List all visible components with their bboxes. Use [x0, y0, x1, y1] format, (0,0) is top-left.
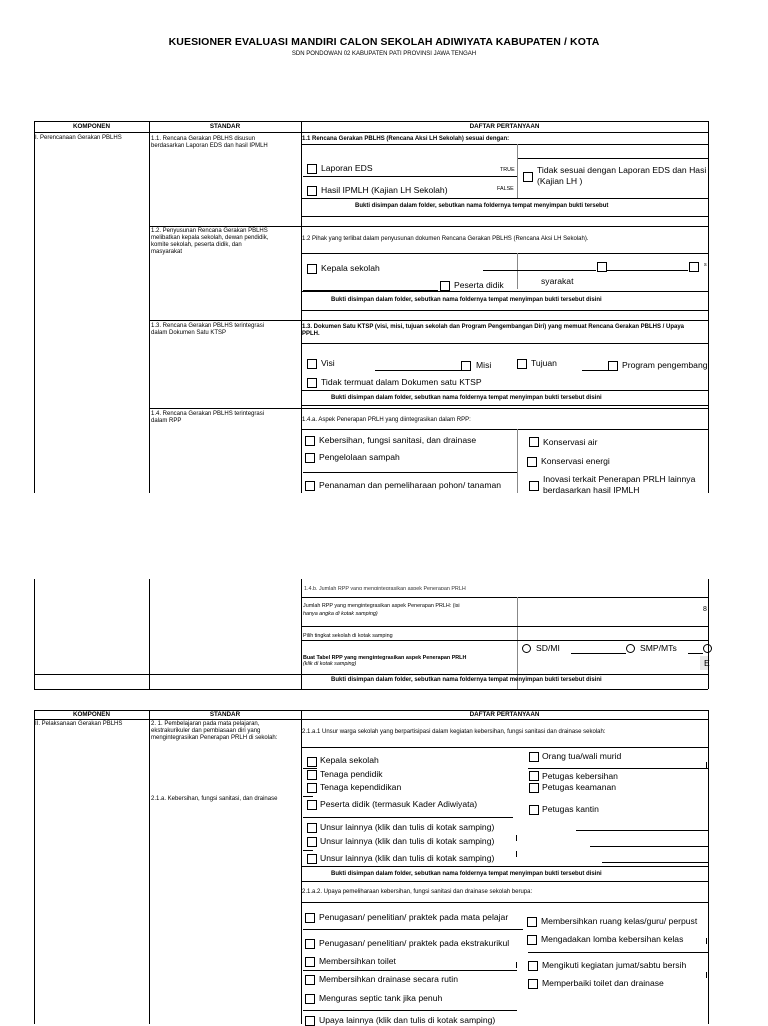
option-unsur-lainnya-2: Unsur lainnya (klik dan tulis di kotak samping) [320, 836, 495, 846]
checkbox-petugas-kantin[interactable] [529, 805, 539, 815]
question-1-2: 1.2 Pihak yang terlibat dalam penyusunan dokumen Rencana Gerakan PBLHS (Rencana Aksi LH Sekolah). [302, 236, 589, 242]
option-menguras-septic: Menguras septic tank jika penuh [319, 993, 443, 1003]
header-standar-2: STANDAR [209, 711, 241, 718]
checkbox-memperbaiki-toilet[interactable] [528, 979, 538, 989]
radio-smp-mts[interactable] [626, 644, 635, 653]
option-penugasan-ekskul: Penugasan/ penelitian/ praktek pada ekstrakurikul [319, 938, 510, 948]
option-penanaman: Penanaman dan pemeliharaan pohon/ tanaman [319, 480, 502, 490]
standar-1-1: 1.1. Rencana Gerakan PBLHS disusun berdasarkan Laporan EDS dan hasil IPMLH [151, 136, 268, 149]
option-konservasi-energi: Konservasi energi [541, 456, 610, 466]
checkbox-tujuan[interactable] [517, 359, 527, 369]
page-title: KUESIONER EVALUASI MANDIRI CALON SEKOLAH ADIWIYATA KABUPATEN / KOTA [168, 36, 600, 48]
checkbox-tenaga-pendidik[interactable] [307, 770, 317, 780]
radio-sd-mi[interactable] [522, 644, 531, 653]
checkbox-unsur-lainnya-1[interactable] [307, 823, 317, 833]
option-program-pengembangan: Program pengembang [622, 360, 708, 370]
option-membersihkan-toilet: Membersihkan toilet [319, 956, 396, 966]
option-tidak-termuat: Tidak termuat dalam Dokumen satu KTSP [321, 377, 482, 387]
question-2-1-a-1: 2.1.a.1 Unsur warga sekolah yang berpartisipasi dalam kegiatan kebersihan, fungsi sanitasi dan drainase sekolah: [302, 729, 606, 735]
checkbox-program-pengembangan[interactable] [608, 361, 618, 371]
standar-2-1: 2. 1. Pembelajaran pada mata pelajaran, ekstrakurikuler dan pembiasaan diri yang mengintegrasikan Penerapan PRLH di sekolah: [151, 721, 278, 741]
checkbox-penugasan-ekskul[interactable] [305, 939, 315, 949]
checkbox-orang-tua[interactable] [529, 752, 539, 762]
option-tenaga-pendidik: Tenaga pendidik [320, 769, 383, 779]
checkbox-tidak-termuat[interactable] [307, 378, 317, 388]
option-peserta-didik-2: Peserta didik (termasuk Kader Adiwiyata) [320, 799, 478, 809]
option-tidak-sesuai-2: (Kajian LH ) [537, 176, 583, 186]
option-inovasi-2: berdasarkan hasil IPMLH [543, 485, 640, 495]
option-smp-mts: SMP/MTs [640, 643, 677, 653]
option-penugasan-mapel: Penugasan/ penelitian/ praktek pada mata pelajar [319, 912, 509, 922]
option-membersihkan-ruang: Membersihkan ruang kelas/guru/ perpust [541, 916, 698, 926]
bukti-2-1-a-1: Bukti disimpan dalam folder, sebutkan nama foldernya tempat menyimpan bukti tersebut disini [331, 871, 602, 877]
option-memperbaiki-toilet: Memperbaiki toilet dan drainase [542, 978, 664, 988]
checkbox-upaya-lainnya[interactable] [305, 1016, 315, 1026]
option-membersihkan-drainase: Membersihkan drainase secara rutin [319, 974, 458, 984]
option-pengelolaan-sampah: Pengelolaan sampah [319, 452, 400, 462]
checkbox-visi[interactable] [307, 359, 317, 369]
checkbox-inovasi[interactable] [529, 481, 539, 491]
buat-tabel-label: Buat Tabel RPP yang mengintegrasikan aspek Penerapan PRLH [303, 655, 467, 661]
standar-1-2: 1.2. Penyusunan Rencana Gerakan PBLHS melibatkan kepala sekolah, dewan pendidik, komite sekolah, peserta didik, dan masyarakat [151, 228, 269, 255]
checkbox-konservasi-air[interactable] [529, 437, 539, 447]
option-petugas-kebersihan: Petugas kebersihan [542, 771, 618, 781]
option-laporan-eds: Laporan EDS [321, 163, 373, 173]
jumlah-rpp-label: Jumlah RPP yang mengintegrasikan aspek Penerapan PRLH: (isi [303, 603, 460, 609]
option-kebersihan: Kebersihan, fungsi sanitasi, dan drainase [319, 435, 477, 445]
header-komponen-2: KOMPONEN [72, 711, 111, 718]
option-kepala-sekolah: Kepala sekolah [321, 263, 380, 273]
komponen-label: I. Perencanaan Gerakan PBLHS [35, 135, 122, 141]
bukti-1-3: Bukti disimpan dalam folder, sebutkan nama foldernya tempat menyimpan bukti tersebut disini [331, 395, 602, 401]
fragment-s: s [704, 262, 707, 268]
option-kepala-sekolah-2: Kepala sekolah [320, 755, 379, 765]
checkbox-pengelolaan-sampah[interactable] [305, 453, 315, 463]
checkbox-lomba-kebersihan[interactable] [527, 935, 537, 945]
question-1-3: 1.3. Dokumen Satu KTSP (visi, misi, tujuan sekolah dan Program Pengembangan Diri) yang memuat Rencana Gerakan PBLHS / Upaya PPLH. [302, 324, 684, 337]
tingkat-sekolah-label: Pilih tingkat sekolah di kotak samping [303, 633, 393, 639]
page-subtitle: SDN PONDOWAN 02 KABUPATEN PATI PROVINSI JAWA TENGAH [291, 51, 477, 57]
header-komponen: KOMPONEN [72, 123, 111, 130]
option-masyarakat: syarakat [541, 276, 574, 286]
option-orang-tua: Orang tua/wali murid [542, 751, 622, 761]
checkbox-tidak-sesuai[interactable] [523, 172, 533, 182]
option-visi: Visi [321, 358, 335, 368]
option-tenaga-kependidikan: Tenaga kependidikan [320, 782, 402, 792]
header-daftar-pertanyaan: DAFTAR PERTANYAAN [469, 123, 540, 130]
option-upaya-lainnya: Upaya lainnya (klik dan tulis di kotak samping) [319, 1015, 496, 1025]
checkbox-kepala-sekolah[interactable] [307, 264, 317, 274]
checkbox-misi[interactable] [461, 361, 471, 371]
checkbox-kepala-sekolah-2[interactable] [307, 757, 317, 767]
option-petugas-keamanan: Petugas keamanan [542, 782, 617, 792]
bukti-1-2: Bukti disimpan dalam folder, sebutkan nama foldernya tempat menyimpan bukti tersebut disini [331, 297, 602, 303]
question-1-4a: 1.4.a. Aspek Penerapan PRLH yang diintegrasikan dalam RPP: [302, 417, 471, 423]
option-hasil-ipmlh: Hasil IPMLH (Kajian LH Sekolah) [321, 185, 448, 195]
header-daftar-pertanyaan-2: DAFTAR PERTANYAAN [469, 711, 540, 718]
option-petugas-kantin: Petugas kantin [542, 804, 599, 814]
bukti-1-4: Bukti disimpan dalam folder, sebutkan nama foldernya tempat menyimpan bukti tersebut disini [331, 677, 602, 683]
option-sd-mi: SD/MI [536, 643, 560, 653]
checkbox-hasil-ipmlh[interactable] [307, 186, 317, 196]
standar-1-4: 1.4. Rencana Gerakan PBLHS terintegrasi dalam RPP [151, 411, 265, 424]
checkbox-petugas-keamanan[interactable] [529, 783, 539, 793]
checkbox-penanaman[interactable] [305, 481, 315, 491]
komponen-label-2: II. Pelaksanaan Gerakan PBLHS [35, 721, 123, 727]
option-jumat-bersih: Mengikuti kegiatan jumat/sabtu bersih [542, 960, 687, 970]
checkbox-1-2-c[interactable] [689, 262, 699, 272]
value-false: FALSE [497, 186, 514, 192]
checkbox-jumat-bersih[interactable] [528, 961, 538, 971]
checkbox-membersihkan-drainase[interactable] [305, 975, 315, 985]
option-konservasi-air: Konservasi air [543, 437, 598, 447]
question-2-1-a-2: 2.1.a.2. Upaya pemeliharaan kebersihan, fungsi sanitasi dan drainase sekolah berupa: [302, 889, 533, 895]
radio-sma-ma[interactable] [703, 644, 712, 653]
option-lomba-kebersihan: Mengadakan lomba kebersihan kelas [541, 934, 684, 944]
checkbox-penugasan-mapel[interactable] [305, 913, 315, 923]
checkbox-petugas-kebersihan[interactable] [529, 771, 539, 781]
option-peserta-didik: Peserta didik [454, 280, 504, 290]
checkbox-unsur-lainnya-3[interactable] [307, 854, 317, 864]
jumlah-rpp-hint: hanya angka di kotak samping) [303, 611, 378, 617]
option-unsur-lainnya-3: Unsur lainnya (klik dan tulis di kotak samping) [320, 853, 495, 863]
checkbox-membersihkan-ruang[interactable] [527, 917, 537, 927]
checkbox-laporan-eds[interactable] [307, 164, 317, 174]
option-unsur-lainnya-1: Unsur lainnya (klik dan tulis di kotak samping) [320, 822, 495, 832]
jumlah-rpp-value[interactable]: 8 [703, 606, 707, 613]
standar-2-1-a: 2.1.a. Kebersihan, fungsi sanitasi, dan drainase [151, 796, 278, 802]
option-tujuan: Tujuan [531, 358, 557, 368]
buat-tabel-hint: (klik di kotak samping) [303, 661, 357, 667]
question-1-1: 1.1 Rencana Gerakan PBLHS (Rencana Aksi LH Sekolah) sesuai dengan: [302, 136, 510, 142]
standar-1-3: 1.3. Rencana Gerakan PBLHS terintegrasi dalam Dokumen Satu KTSP [151, 323, 265, 336]
checkbox-tenaga-kependidikan[interactable] [307, 783, 317, 793]
fragment-e: E [704, 658, 710, 668]
checkbox-menguras-septic[interactable] [305, 994, 315, 1004]
option-tidak-sesuai: Tidak sesuai dengan Laporan EDS dan Hasi [537, 165, 707, 175]
option-inovasi: Inovasi terkait Penerapan PRLH lainnya [543, 474, 696, 484]
value-true: TRUE [500, 167, 515, 173]
checkbox-peserta-didik-2[interactable] [307, 800, 317, 810]
checkbox-membersihkan-toilet[interactable] [305, 957, 315, 967]
checkbox-peserta-didik[interactable] [440, 281, 450, 291]
option-misi: Misi [476, 360, 492, 370]
checkbox-kebersihan[interactable] [305, 436, 315, 446]
checkbox-konservasi-energi[interactable] [527, 457, 537, 467]
checkbox-unsur-lainnya-2[interactable] [307, 837, 317, 847]
header-standar: STANDAR [209, 123, 241, 130]
bukti-1-1: Bukti disimpan dalam folder, sebutkan nama foldernya tempat menyimpan bukti tersebut [355, 203, 609, 209]
